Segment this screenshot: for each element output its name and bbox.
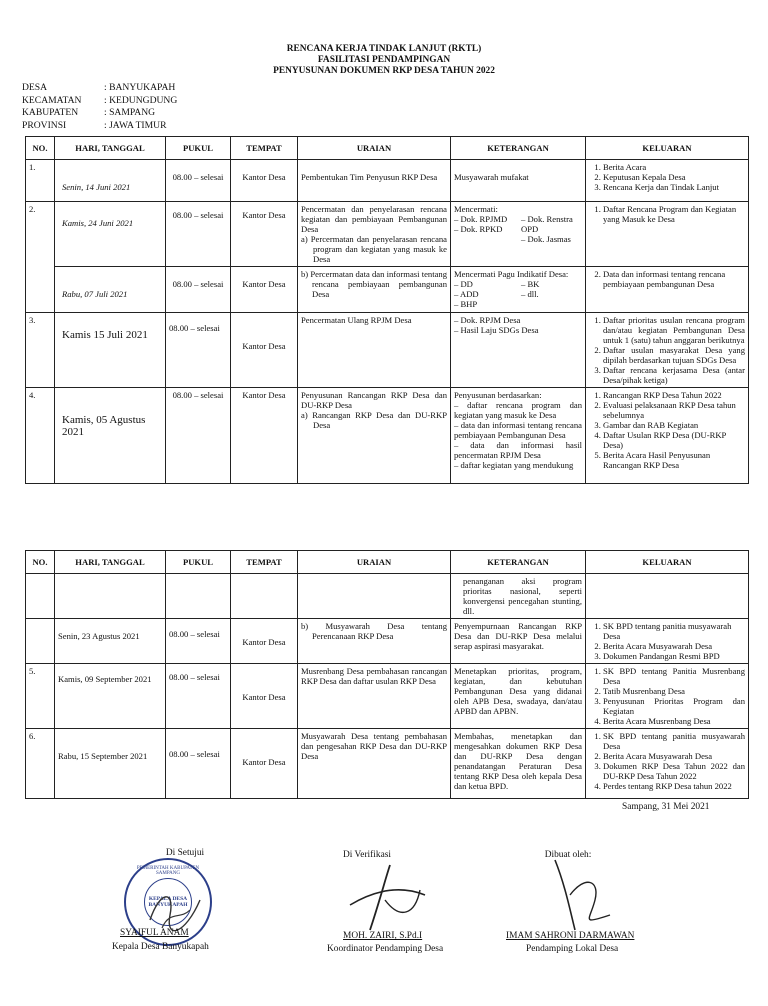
table-row: 2. Kamis, 24 Juni 2021 08.00 – selesai Kantor Desa Pencermatan dan penyelarasan rencana kegiatan dan pembiayaan Pembangunan Desa a) Percermatan dan penyelarasan rencana program dan kegiatan yang masuk ke Desa Mencermati: – Dok. RPJMD – Dok. RPKD – Dok. Renstra OPD – Dok. Jasmas 1. Daftar Rencana Program dan Kegiatan yang Masuk ke Desa (26, 202, 749, 267)
table-row: penanganan aksi program prioritas nasional, seperti konvergensi pencegahan stunting, dll. (26, 574, 749, 619)
signer-2-role: Koordinator Pendamping Desa (327, 944, 444, 954)
prepared-by-caption: Dibuat oleh: (544, 850, 592, 860)
signer-3-name: IMAM SAHRONI DARMAWAN (506, 931, 635, 941)
rktl-table-1 (25, 136, 749, 484)
doc-title: RENCANA KERJA TINDAK LANJUT (RKTL) (286, 44, 482, 54)
table-row: 4. Kamis, 05 Agustus 2021 08.00 – selesai Kantor Desa Penyusunan Rancangan RKP Desa dan DU-RKP Desa a) Rancangan RKP Desa dan DU-RKP Desa Penyusunan berdasarkan: – daftar rencana program dan kegiatan yang masuk ke Desa – data dan informasi tentang rencana pembiayaan Pembangunan Desa – data dan informasi hasil pencermatan RPJM Desa – daftar kegiatan yang mendukung 1. Rancangan RKP Desa Tahun 2022 2. Evaluasi pelaksanaan RKP Desa tahun sebelumnya 3. Gambar dan RAB Kegiatan 4. Daftar Usulan RKP Desa (DU-RKP Desa) 5. Berita Acara Hasil Penyusunan Rancangan RKP Desa (26, 388, 749, 484)
doc-subtitle: FASILITASI PENDAMPINGAN (317, 55, 451, 65)
approval-caption: Di Setujui (165, 848, 205, 858)
signer-1-role: Kepala Desa Banyukapah (112, 942, 209, 952)
table-header: NO. HARI, TANGGAL PUKUL TEMPAT URAIAN KETERANGAN KELUARAN (26, 551, 749, 574)
place-date: Sampang, 31 Mei 2021 (622, 802, 710, 812)
table-row: 6. Rabu, 15 September 2021 08.00 – selesai Kantor Desa Musyawarah Desa tentang pembahasan dan pengesahan RKP Desa dan DU-RKP Desa Membahas, menetapkan dan mengesahkan dokumen RKP Desa dan DU-RKP Desa dengan penandatangan Peraturan Desa tentang RKP Desa oleh kepala Desa dan ketua BPD. 1. SK BPD tentang panitia musyawarah Desa 2. Berita Acara Musyawarah Desa 3. Dokumen RKP Desa Tahun 2022 dan DU-RKP Desa Tahun 2022 4. Perdes tentang RKP Desa tahun 2022 (26, 729, 749, 799)
rktl-table-2 (25, 550, 749, 799)
signer-3-role: Pendamping Lokal Desa (526, 944, 619, 954)
village-stamp: PEMERINTAH KABUPATEN SAMPANG KEPALA DESA BANYUKAPAH (124, 858, 212, 946)
signer-1-name: SYAIFUL ANAM (120, 928, 189, 938)
table-header: NO. HARI, TANGGAL PUKUL TEMPAT URAIAN KETERANGAN KELUARAN (26, 137, 749, 160)
signature-2 (330, 860, 440, 935)
signature-3 (540, 855, 620, 935)
doc-subtitle-2: PENYUSUNAN DOKUMEN RKP DESA TAHUN 2022 (273, 66, 495, 76)
table-row: Senin, 23 Agustus 2021 08.00 – selesai Kantor Desa b) Musyawarah Desa tentang Perencanaan RKP Desa Penyempurnaan Rancangan RKP Desa dan DU-RKP Desa melalui serap aspirasi masyarakat. 1. SK BPD tentang panitia musyawarah Desa 2. Berita Acara Musyawarah Desa 3. Dokumen Pandangan Resmi BPD (26, 619, 749, 664)
table-row: 5. Kamis, 09 September 2021 08.00 – selesai Kantor Desa Musrenbang Desa pembahasan rancangan RKP Desa dan daftar usulan RKP Desa Menetapkan prioritas, program, kegiatan, dan kebutuhan Pembangunan Desa yang didanai oleh APB Desa, swadaya, dan/atau APBD dan APBN. 1. SK BPD tentang Panitia Musrenbang Desa 2. Tatib Musrenbang Desa 3. Penyusunan Prioritas Program dan Kegiatan 4. Berita Acara Musrenbang Desa (26, 664, 749, 729)
table-row: Rabu, 07 Juli 2021 08.00 – selesai Kantor Desa b) Percermatan data dan informasi tentang rencana pembiayaan pembangunan Desa Mencermati Pagu Indikatif Desa: – DD – ADD – BHP – BK – dll. 2. Data dan informasi tentang rencana pembiayaan pembangunan Desa (26, 267, 749, 313)
location-info: DESA : BANYUKAPAH KECAMATAN : KEDUNGDUNG KABUPATEN : SAMPANG PROVINSI : JAWA TIMUR (22, 82, 178, 131)
table-row: 3. Kamis 15 Juli 2021 08.00 – selesai Kantor Desa Pencermatan Ulang RPJM Desa – Dok. RPJM Desa – Hasil Laju SDGs Desa 1. Daftar prioritas usulan rencana program dan/atau kegiatan Pembangunan Desa untuk 1 (satu) tahun anggaran berikutnya 2. Daftar usulan masyarakat Desa yang dipilah berdasarkan tujuan SDGs Desa 3. Daftar rencana kerjasama Desa (antar Desa/pihak ketiga) (26, 313, 749, 388)
table-row: 1. Senin, 14 Juni 2021 08.00 – selesai Kantor Desa Pembentukan Tim Penyusun RKP Desa Musyawarah mufakat 1. Berita Acara 2. Keputusan Kepala Desa 3. Rencana Kerja dan Tindak Lanjut (26, 160, 749, 202)
verification-caption: Di Verifikasi (343, 850, 391, 860)
signer-2-name: MOH. ZAIRI, S.Pd.I (343, 931, 423, 941)
